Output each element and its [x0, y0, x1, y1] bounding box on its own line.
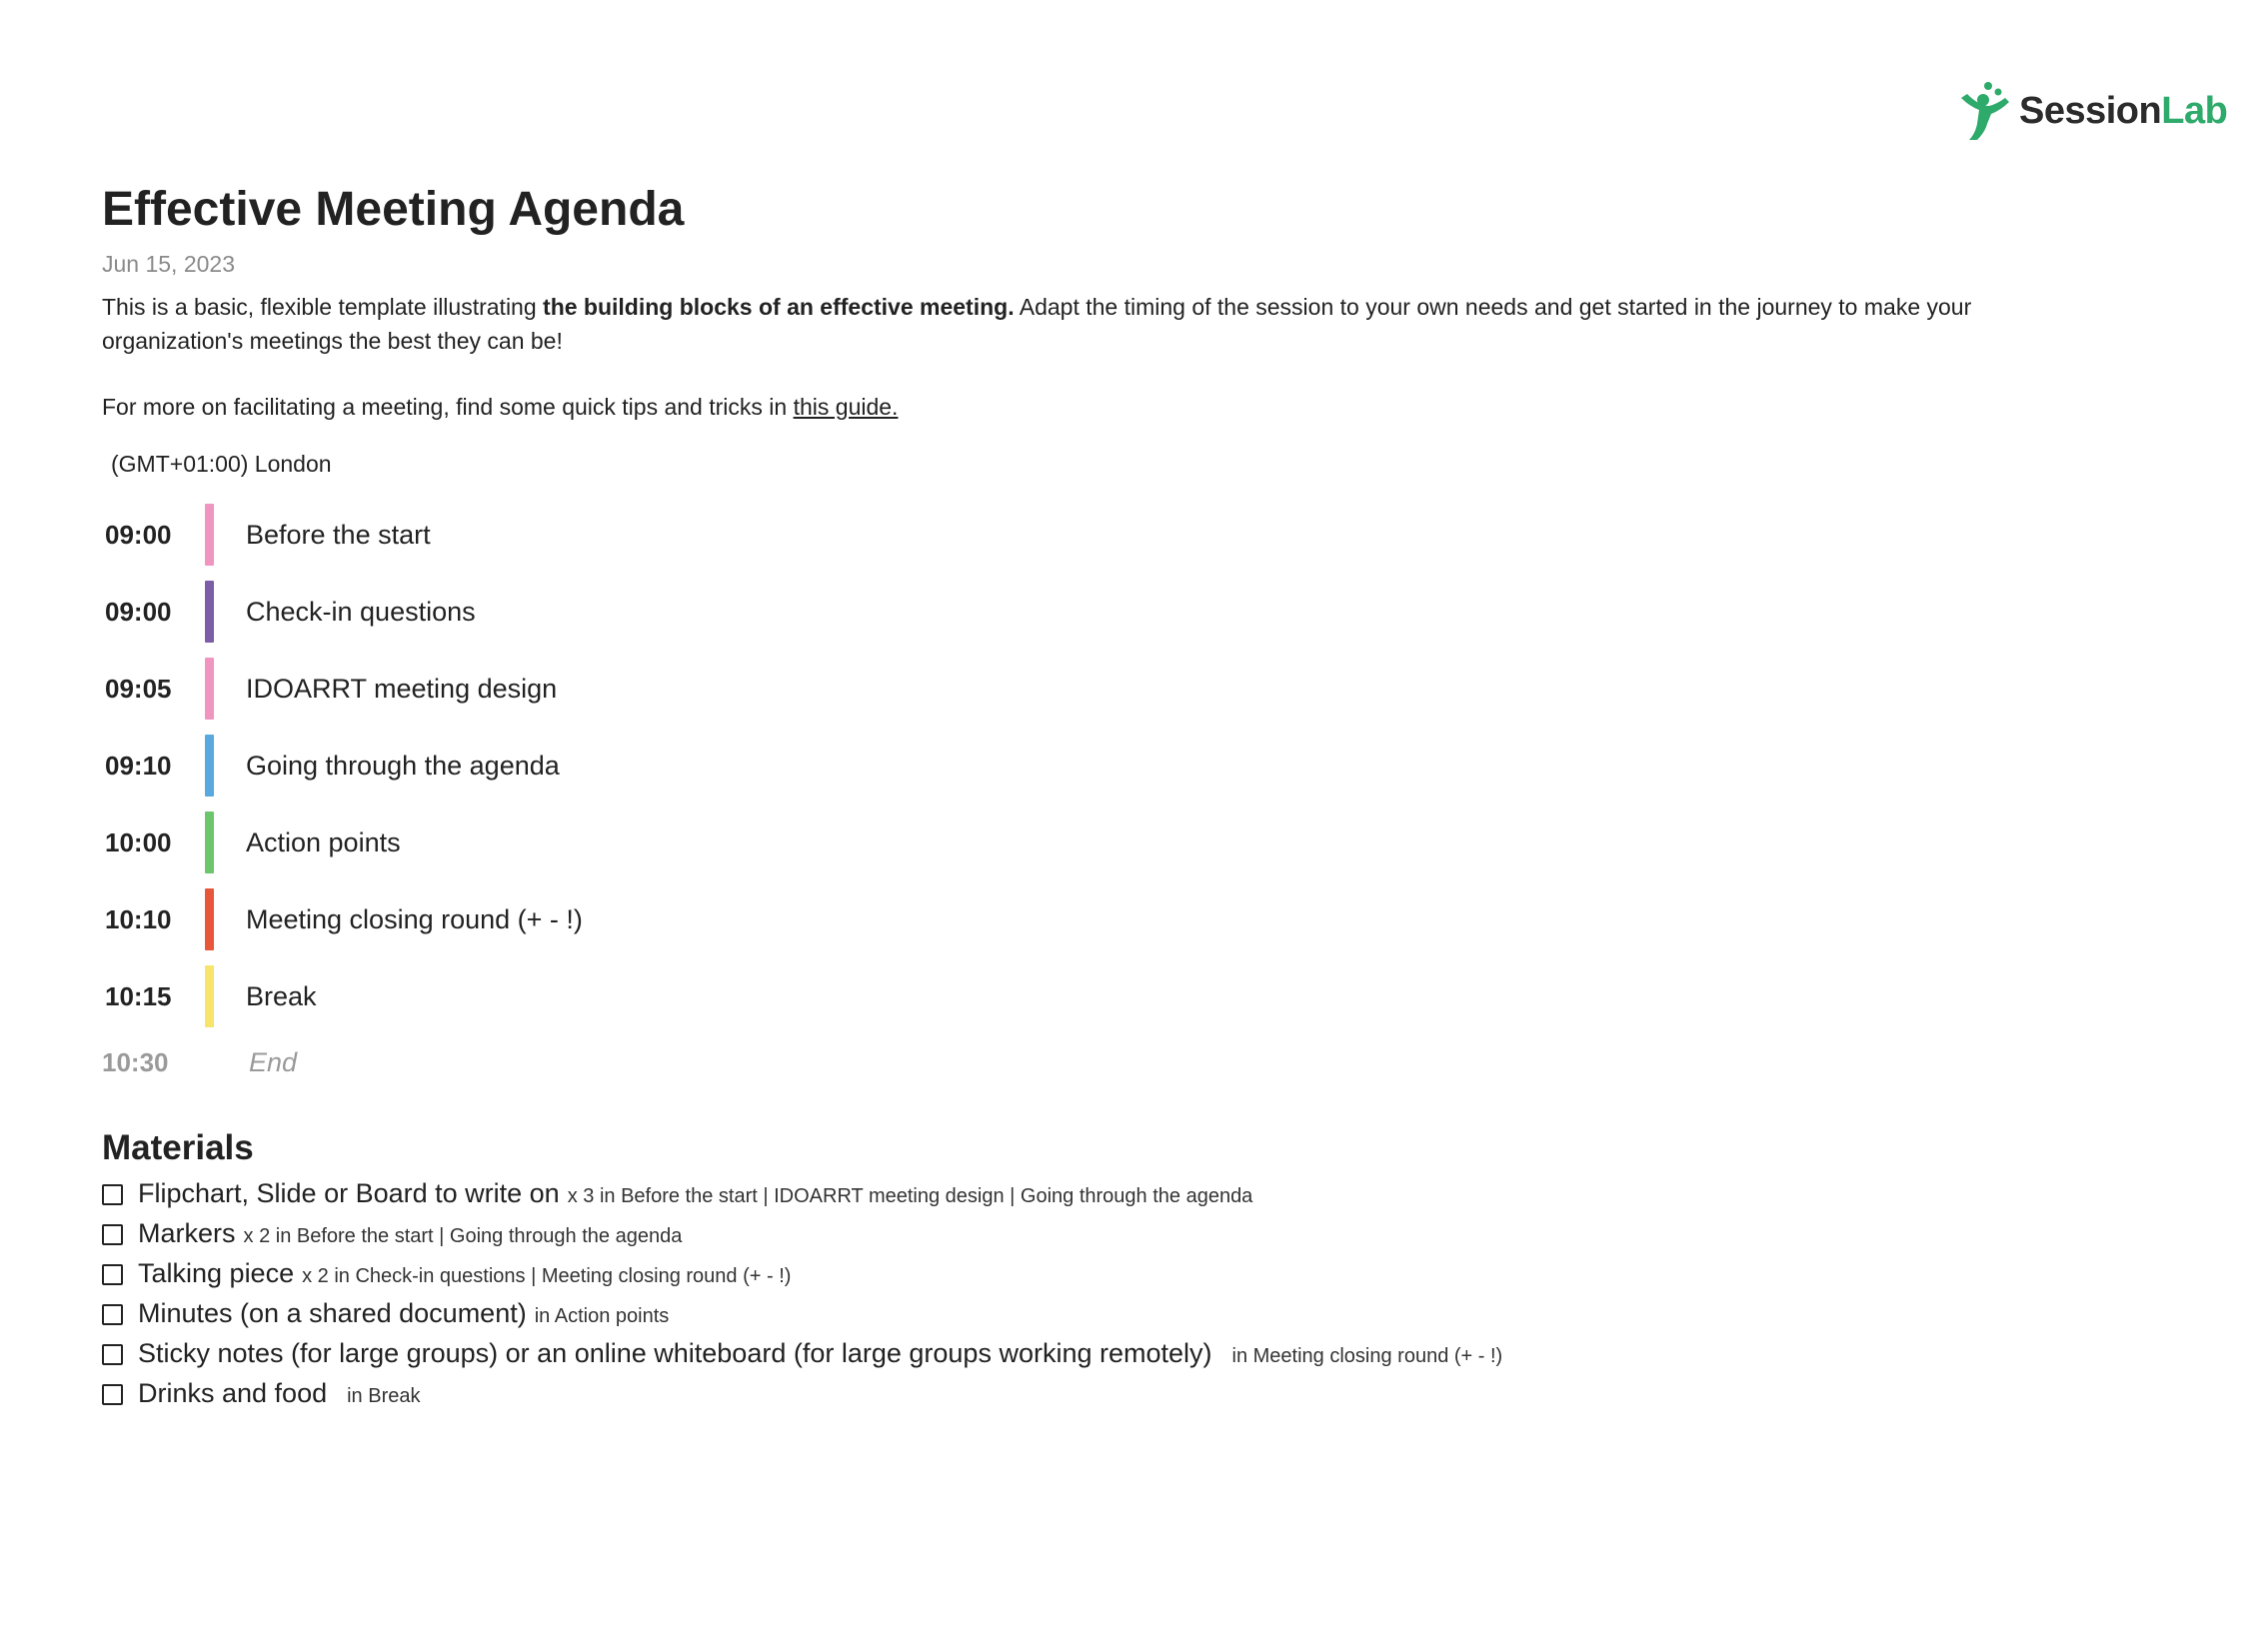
sessionlab-figure-icon [1957, 80, 2013, 142]
material-checkbox[interactable] [102, 1264, 123, 1285]
description [102, 290, 2111, 358]
session-date: Jun 15, 2023 [102, 251, 236, 277]
agenda-label: Check-in questions [246, 596, 476, 627]
sessionlab-logo [1957, 80, 2227, 142]
material-checkbox[interactable] [102, 1224, 123, 1245]
material-name: Minutes (on a shared document) [138, 1298, 527, 1328]
material-checkbox[interactable] [102, 1184, 123, 1205]
agenda-label: Action points [246, 826, 401, 857]
agenda-time: 09:00 [105, 596, 172, 627]
agenda-color-bar [205, 581, 214, 643]
description-highlight: the building blocks of an effective meeting. [543, 294, 1015, 320]
guide-link[interactable]: this guide. [793, 394, 899, 420]
agenda-label: Before the start [246, 519, 431, 550]
material-name: Markers [138, 1218, 236, 1248]
material-item [102, 1378, 2101, 1418]
agenda-end-row [102, 1042, 2101, 1082]
timezone-label: (GMT+01:00) London [111, 451, 332, 477]
agenda-row[interactable] [102, 658, 2101, 720]
agenda-row[interactable] [102, 965, 2101, 1027]
material-checkbox[interactable] [102, 1384, 123, 1405]
material-item [102, 1338, 2101, 1378]
material-usage: in Action points [534, 1305, 670, 1327]
description-intro: This is a basic, flexible template illustrating [102, 294, 544, 320]
logo-wordmark [2019, 92, 2227, 130]
material-name: Sticky notes (for large groups) or an online whiteboard (for large groups working remotely) [138, 1338, 1212, 1368]
agenda-row[interactable] [102, 812, 2101, 873]
page-title: Effective Meeting Agenda [102, 183, 685, 236]
material-usage: x 2 in Check-in questions | Meeting closing round (+ - !) [302, 1265, 792, 1287]
agenda-time: 09:10 [105, 750, 172, 781]
guide-paragraph [102, 390, 2101, 424]
agenda-list [102, 504, 2101, 1082]
agenda-color-bar [205, 504, 214, 566]
material-usage: in Meeting closing round (+ - !) [1231, 1345, 1503, 1367]
agenda-time: 10:15 [105, 980, 172, 1011]
guide-text: For more on facilitating a meeting, find some quick tips and tricks in [102, 394, 794, 420]
agenda-row[interactable] [102, 504, 2101, 566]
material-checkbox[interactable] [102, 1344, 123, 1365]
agenda-time: 09:00 [105, 519, 172, 550]
material-item [102, 1298, 2101, 1338]
agenda-color-bar [205, 812, 214, 873]
agenda-label: Meeting closing round (+ - !) [246, 903, 583, 934]
agenda-row[interactable] [102, 888, 2101, 950]
material-item [102, 1218, 2101, 1258]
material-usage: x 3 in Before the start | IDOARRT meeting design | Going through the agenda [567, 1185, 1253, 1207]
agenda-document [102, 180, 2101, 1418]
material-name: Talking piece [138, 1258, 295, 1288]
materials-heading: Materials [102, 1128, 254, 1167]
agenda-label: IDOARRT meeting design [246, 673, 558, 704]
agenda-color-bar [205, 965, 214, 1027]
logo-part-session: Session [2019, 90, 2162, 132]
agenda-color-bar [205, 658, 214, 720]
agenda-time: 10:10 [105, 903, 172, 934]
agenda-color-bar [205, 888, 214, 950]
agenda-row[interactable] [102, 735, 2101, 797]
end-time: 10:30 [102, 1046, 169, 1077]
material-checkbox[interactable] [102, 1304, 123, 1325]
material-usage: x 2 in Before the start | Going through the agenda [243, 1225, 683, 1247]
agenda-time: 10:00 [105, 826, 172, 857]
material-name: Drinks and food [138, 1378, 328, 1408]
logo-part-lab: Lab [2161, 90, 2228, 132]
material-item [102, 1258, 2101, 1298]
agenda-label: Break [246, 980, 317, 1011]
agenda-row[interactable] [102, 581, 2101, 643]
end-label: End [249, 1046, 298, 1077]
material-usage: in Break [347, 1385, 421, 1407]
agenda-color-bar [205, 735, 214, 797]
materials-list [102, 1178, 2101, 1418]
material-item [102, 1178, 2101, 1218]
material-name: Flipchart, Slide or Board to write on [138, 1178, 560, 1208]
agenda-label: Going through the agenda [246, 750, 560, 781]
agenda-time: 09:05 [105, 673, 172, 704]
description-rest: Adapt the timing of the session to your own needs and get started in the journey to make your organization's meetings the best they can be! [102, 294, 1972, 354]
